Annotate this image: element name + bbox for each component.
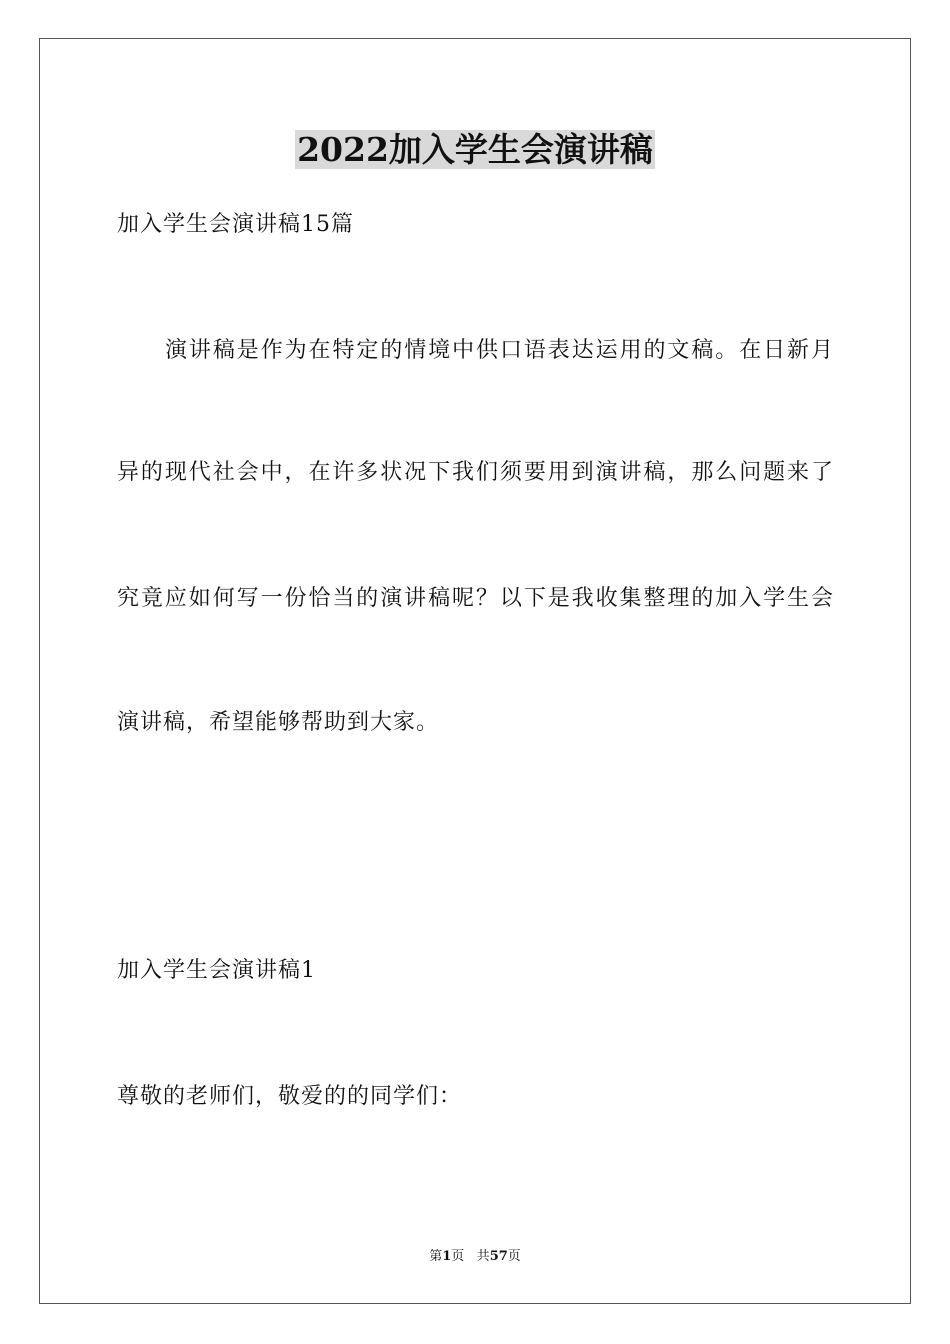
intro-line-2: 异的现代社会中，在许多状况下我们须要用到演讲稿，那么问题来了 [117, 460, 833, 485]
page-prefix: 第 [429, 1249, 443, 1264]
document-title [0, 128, 950, 172]
page-number: 1 [442, 1249, 452, 1264]
intro-line-4: 演讲稿，希望能够帮助到大家。 [117, 710, 440, 735]
page-suffix: 页 [451, 1249, 465, 1264]
total-pages: 57 [489, 1249, 508, 1264]
document-subtitle: 加入学生会演讲稿15篇 [117, 212, 354, 237]
section-heading: 加入学生会演讲稿1 [117, 958, 316, 983]
intro-line-1: 演讲稿是作为在特定的情境中供口语表达运用的文稿。在日新月 [165, 338, 833, 363]
total-prefix: 共 [476, 1249, 490, 1264]
total-suffix: 页 [507, 1249, 521, 1264]
document-title-text: 2022加入学生会演讲稿 [297, 130, 653, 169]
salutation: 尊敬的老师们，敬爱的的同学们： [117, 1084, 463, 1109]
intro-line-3: 究竟应如何写一份恰当的演讲稿呢？以下是我收集整理的加入学生会 [117, 586, 833, 611]
page-footer [0, 1248, 950, 1266]
